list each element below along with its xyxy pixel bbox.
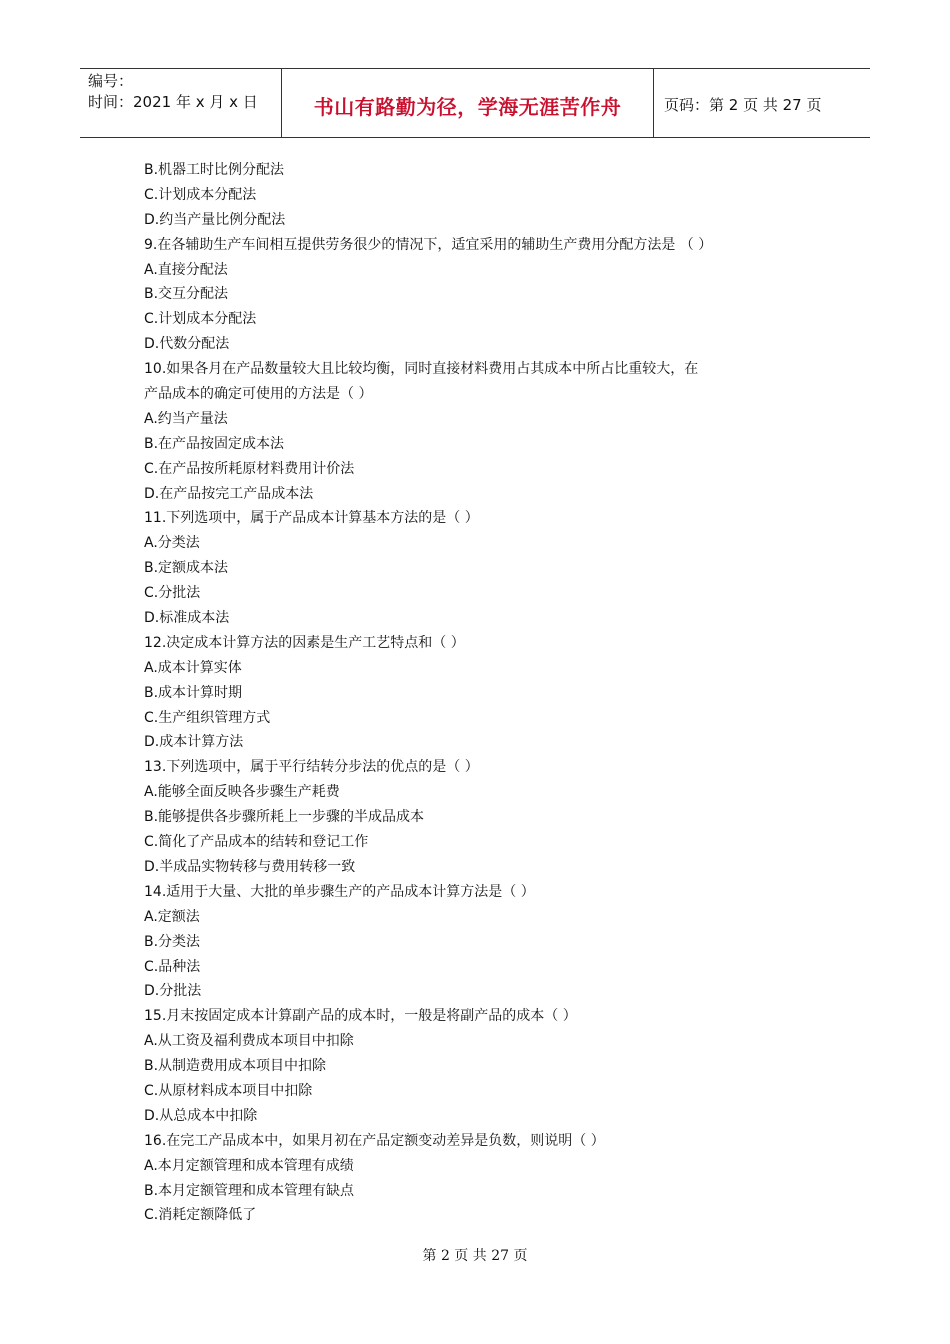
- question-text: 9.在各辅助生产车间相互提供劳务很少的情况下，适宜采用的辅助生产费用分配方法是 （ ）: [144, 236, 713, 253]
- option-text: D.在产品按完工产品成本法: [144, 485, 314, 502]
- question-text: 10.如果各月在产品数量较大且比较均衡，同时直接材料费用占其成本中所占比重较大，在: [144, 361, 699, 378]
- option-text: C.计划成本分配法: [144, 186, 257, 203]
- option-text: B.在产品按固定成本法: [144, 435, 285, 452]
- option-text: B.本月定额管理和成本管理有缺点: [144, 1182, 355, 1199]
- question-body: [144, 158, 784, 1228]
- option-text: A.能够全面反映各步骤生产耗费: [144, 784, 340, 801]
- option-text: C.品种法: [144, 958, 201, 975]
- option-text: B.从制造费用成本项目中扣除: [144, 1058, 327, 1075]
- option-text: A.约当产量法: [144, 410, 228, 427]
- option-text: D.成本计算方法: [144, 734, 244, 751]
- option-text: B.交互分配法: [144, 286, 229, 303]
- option-text: A.从工资及福利费成本项目中扣除: [144, 1033, 354, 1050]
- option-text: C.在产品按所耗原材料费用计价法: [144, 460, 355, 477]
- option-text: C.生产组织管理方式: [144, 709, 271, 726]
- option-text: D.半成品实物转移与费用转移一致: [144, 858, 356, 875]
- motto-text: 书山有路勤为径，学海无涯苦作舟: [313, 94, 622, 119]
- option-text: D.从总成本中扣除: [144, 1107, 258, 1124]
- header-meta: [80, 69, 282, 137]
- option-text: B.机器工时比例分配法: [144, 162, 285, 178]
- option-text: D.分批法: [144, 983, 202, 1000]
- header-motto-cell: [282, 69, 654, 137]
- option-text: 产品成本的确定可使用的方法是（ ）: [144, 386, 373, 403]
- option-text: A.成本计算实体: [144, 659, 242, 676]
- option-text: A.直接分配法: [144, 261, 228, 278]
- page-footer: 第 2 页 共 27 页: [422, 1248, 528, 1264]
- question-text: 12.决定成本计算方法的因素是生产工艺特点和（ ）: [144, 634, 465, 651]
- option-text: C.简化了产品成本的结转和登记工作: [144, 834, 369, 851]
- question-text: 11.下列选项中，属于产品成本计算基本方法的是（ ）: [144, 510, 479, 527]
- page-label: 页码：第 2 页 共 27 页: [664, 95, 822, 114]
- page-header: [80, 68, 870, 138]
- option-text: A.分类法: [144, 535, 200, 552]
- option-text: A.本月定额管理和成本管理有成绩: [144, 1157, 354, 1174]
- option-text: C.消耗定额降低了: [144, 1207, 257, 1224]
- option-text: D.代数分配法: [144, 336, 230, 353]
- question-text: 13.下列选项中，属于平行结转分步法的优点的是（ ）: [144, 759, 479, 776]
- option-text: B.能够提供各步骤所耗上一步骤的半成品成本: [144, 809, 425, 826]
- option-text: B.分类法: [144, 933, 201, 950]
- number-label: 编号：: [88, 72, 134, 90]
- option-text: C.计划成本分配法: [144, 311, 257, 328]
- question-text: 15.月末按固定成本计算副产品的成本时，一般是将副产品的成本（ ）: [144, 1008, 577, 1025]
- option-text: B.定额成本法: [144, 560, 229, 577]
- question-text: 16.在完工产品成本中，如果月初在产品定额变动差异是负数，则说明（ ）: [144, 1132, 605, 1149]
- header-page-cell: [654, 69, 870, 137]
- option-text: C.分批法: [144, 585, 201, 602]
- time-label: 时间：2021 年 x 月 x 日: [88, 93, 258, 111]
- option-text: C.从原材料成本项目中扣除: [144, 1082, 313, 1099]
- option-text: D.约当产量比例分配法: [144, 211, 286, 228]
- option-text: A.定额法: [144, 908, 200, 925]
- option-text: B.成本计算时期: [144, 684, 243, 701]
- option-text: D.标准成本法: [144, 610, 230, 627]
- question-text: 14.适用于大量、大批的单步骤生产的产品成本计算方法是（ ）: [144, 883, 535, 900]
